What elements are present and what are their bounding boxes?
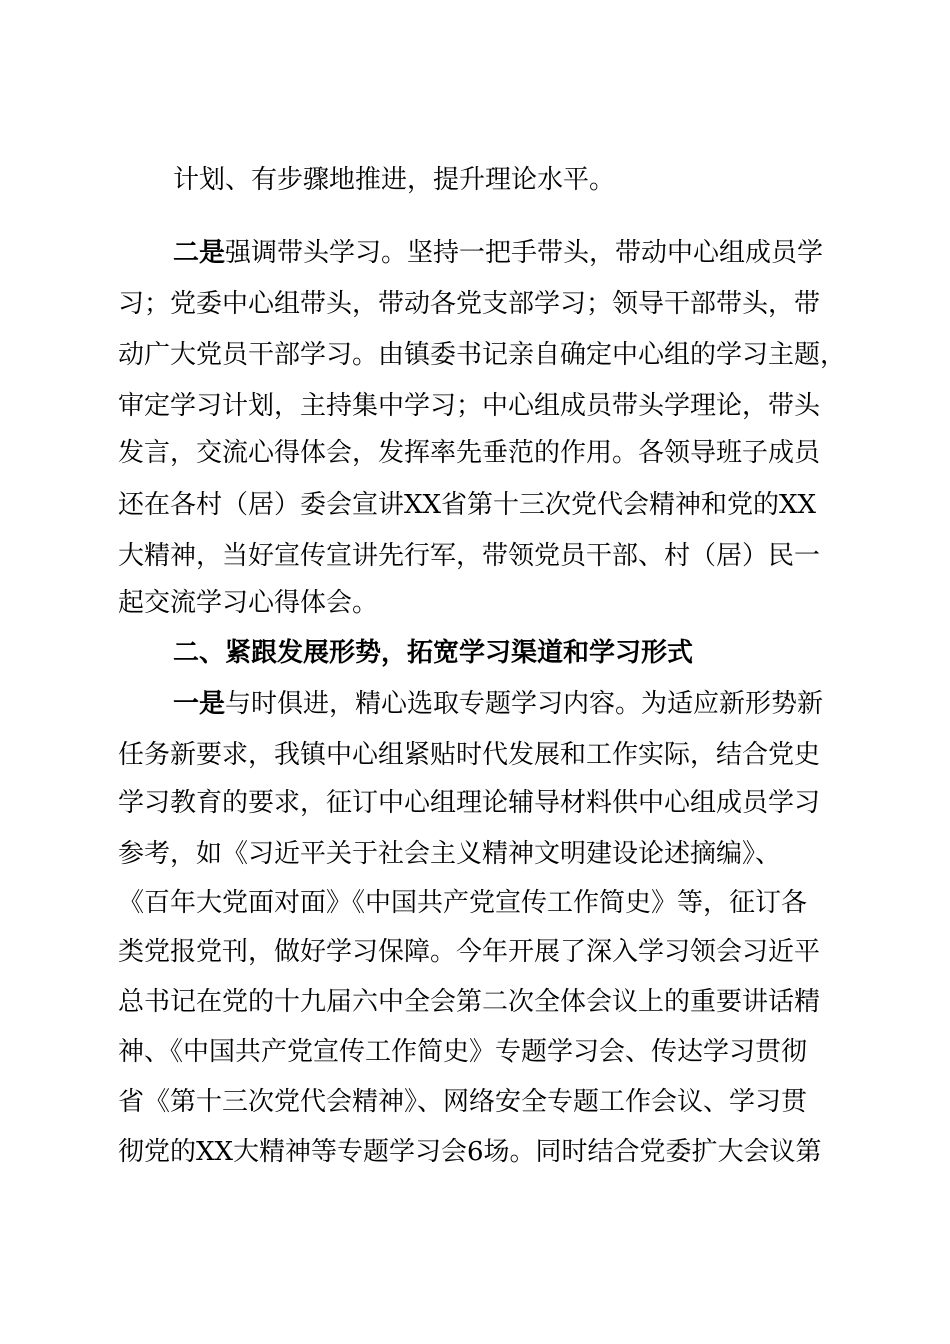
- paragraph-text: 彻党的XX大精神等专题学习会6场。同时结合党委扩大会议第: [118, 1137, 822, 1167]
- paragraph-text: 总书记在党的十九届六中全会第二次全体会议上的重要讲话精: [118, 987, 821, 1017]
- text-line: [0, 1025, 950, 1079]
- paragraph-text: 发言，交流心得体会，发挥率先垂范的作用。各领导班子成员: [118, 438, 821, 468]
- paragraph-text: 与时俱进，精心选取专题学习内容。为适应新形势新: [225, 689, 824, 719]
- section-heading: 二、紧跟发展形势，拓宽学习渠道和学习形式: [173, 638, 694, 668]
- paragraph-text: 神、《中国共产党宣传工作简史》专题学习会、传达学习贯彻: [118, 1037, 808, 1067]
- text-line: [0, 426, 950, 480]
- paragraph-text: 强调带头学习。坚持一把手带头，带动中心组成员学: [225, 238, 824, 268]
- paragraph-text: 还在各村（居）委会宣讲XX省第十三次党代会精神和党的XX: [118, 490, 817, 520]
- paragraph-text: 习；党委中心组带头，带动各党支部学习；领导干部带头，带: [118, 289, 821, 319]
- text-line: [0, 277, 950, 331]
- paragraph-lead: 二是: [173, 238, 226, 268]
- text-line: [0, 328, 950, 382]
- paragraph-text: 省《第十三次党代会精神》、网络安全专题工作会议、学习贯: [118, 1087, 808, 1117]
- text-line: [0, 379, 950, 433]
- text-line: [0, 776, 950, 830]
- text-line: [0, 827, 950, 881]
- text-line: [0, 876, 950, 930]
- text-line: [0, 626, 950, 680]
- text-line: [0, 925, 950, 979]
- paragraph-lead: 一是: [173, 689, 226, 719]
- paragraph-text: 参考，如《习近平关于社会主义精神文明建设论述摘编》、: [118, 839, 782, 869]
- paragraph-text: 学习教育的要求，征订中心组理论辅导材料供中心组成员学习: [118, 788, 821, 818]
- text-line: [0, 529, 950, 583]
- paragraph-text: 动广大党员干部学习。由镇委书记亲自确定中心组的学习主题，: [118, 340, 847, 370]
- text-line: [0, 478, 950, 532]
- paragraph-text: 计划、有步骤地推进，提升理论水平。: [173, 165, 616, 195]
- paragraph-text: 任务新要求，我镇中心组紧贴时代发展和工作实际，结合党史: [118, 740, 821, 770]
- paragraph-text: 类党报党刊，做好学习保障。今年开展了深入学习领会习近平: [118, 937, 821, 967]
- paragraph-text: 起交流学习心得体会。: [118, 588, 379, 618]
- text-line: [0, 677, 950, 731]
- text-line: [0, 576, 950, 630]
- paragraph-text: 审定学习计划，主持集中学习；中心组成员带头学理论，带头: [118, 391, 821, 421]
- text-line: [0, 975, 950, 1029]
- paragraph-text: 大精神，当好宣传宣讲先行军，带领党员干部、村（居）民一: [118, 541, 821, 571]
- paragraph-text: 《百年大党面对面》《中国共产党宣传工作简史》等，征订各: [118, 888, 808, 918]
- text-line: [0, 1125, 950, 1179]
- text-line: [0, 1075, 950, 1129]
- text-line: [0, 226, 950, 280]
- text-line: [0, 153, 950, 207]
- text-line: [0, 728, 950, 782]
